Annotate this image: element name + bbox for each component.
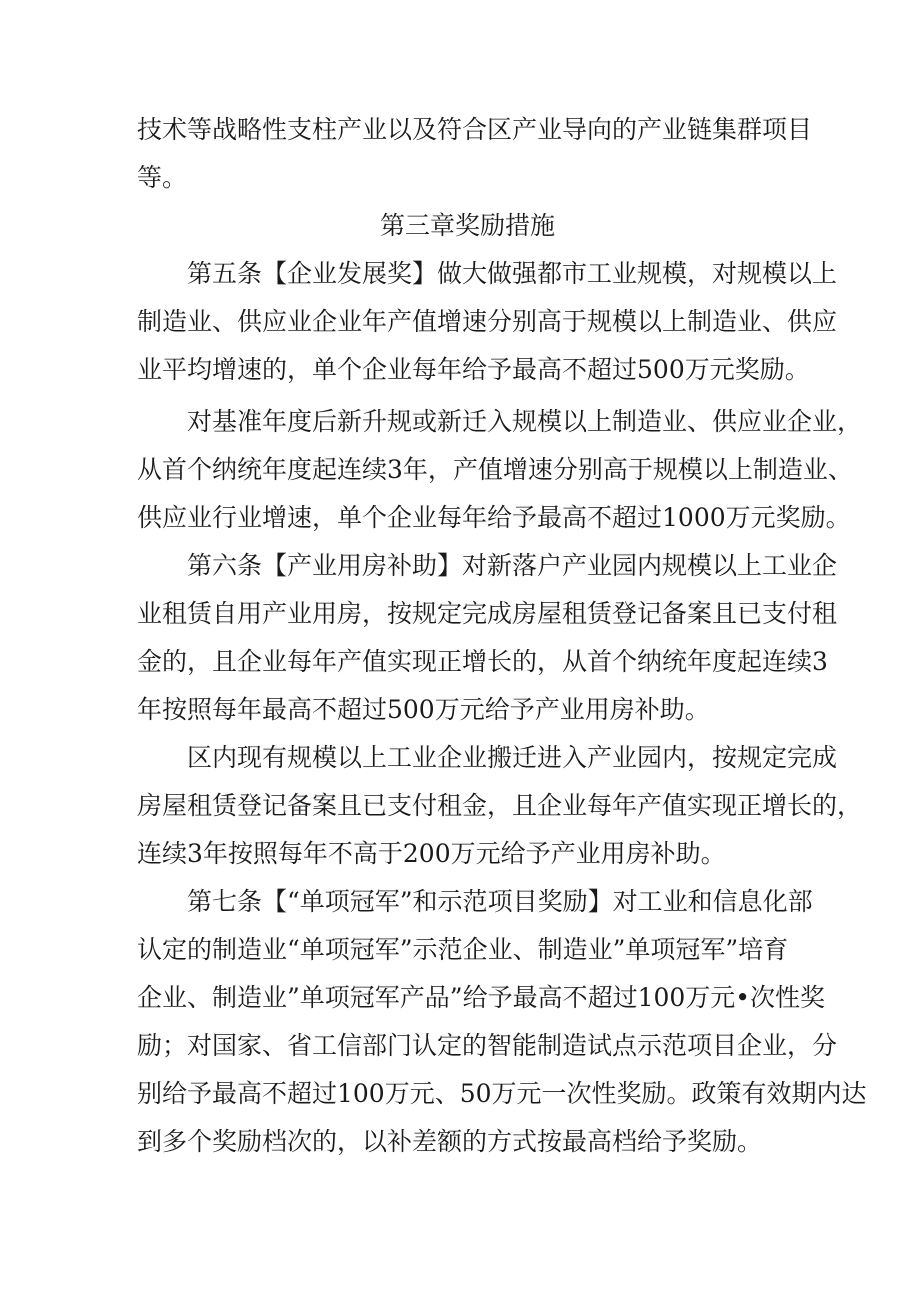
chapter-heading: 第三章奖励措施 bbox=[380, 211, 556, 240]
article-5-line: 业平均增速的，单个企业每年给予最高不超过500万元奖励。 bbox=[137, 355, 810, 384]
article-6-line: 年按照每年最高不超过500万元给予产业用房补助。 bbox=[137, 695, 710, 724]
paragraph-line: 供应业行业增速，单个企业每年给予最高不超过1000万元奖励。 bbox=[137, 503, 851, 532]
article-7-line: 励；对国家、省工信部门认定的智能制造试点示范项目企业，分 bbox=[137, 1031, 838, 1060]
article-6-line: 金的，且企业每年产值实现正增长的，从首个纳统年度起连续3 bbox=[137, 647, 828, 676]
article-7-line: 第七条【“单项冠军”和示范项目奖励】对工业和信息化部 bbox=[187, 887, 813, 916]
article-5-line: 第五条【企业发展奖】做大做强都市工业规模，对规模以上 bbox=[187, 259, 838, 288]
article-7-line: 企业、制造业”单项冠军产品”给予最高不超过100万元•次性奖 bbox=[137, 983, 826, 1012]
article-7-line: 到多个奖励档次的，以补差额的方式按最高档给予奖励。 bbox=[137, 1127, 763, 1156]
article-6-line: 业租赁自用产业用房，按规定完成房屋租赁登记备案且已支付租 bbox=[137, 599, 838, 628]
paragraph-line: 区内现有规模以上工业企业搬迁进入产业园内，按规定完成 bbox=[187, 743, 838, 772]
text-line: 等。 bbox=[137, 163, 188, 192]
article-7-line: 别给予最高不超过100万元、50万元一次性奖励。政策有效期内达 bbox=[137, 1079, 867, 1108]
article-5-line: 制造业、供应业企业年产值增速分别高于规模以上制造业、供应 bbox=[137, 307, 838, 336]
article-6-line: 第六条【产业用房补助】对新落户产业园内规模以上工业企 bbox=[187, 551, 838, 580]
article-7-line: 认定的制造业“单项冠军”示范企业、制造业”单项冠军”培育 bbox=[137, 935, 789, 964]
paragraph-line: 连续3年按照每年不高于200万元给予产业用房补助。 bbox=[137, 839, 726, 868]
paragraph-line: 从首个纳统年度起连续3年，产值增速分别高于规模以上制造业、 bbox=[137, 455, 853, 484]
text-line: 技术等战略性支柱产业以及符合区产业导向的产业链集群项目 bbox=[137, 115, 813, 144]
paragraph-line: 房屋租赁登记备案且已支付租金，且企业每年产值实现正增长的， bbox=[137, 791, 863, 820]
paragraph-line: 对基准年度后新升规或新迁入规模以上制造业、供应业企业， bbox=[187, 407, 863, 436]
